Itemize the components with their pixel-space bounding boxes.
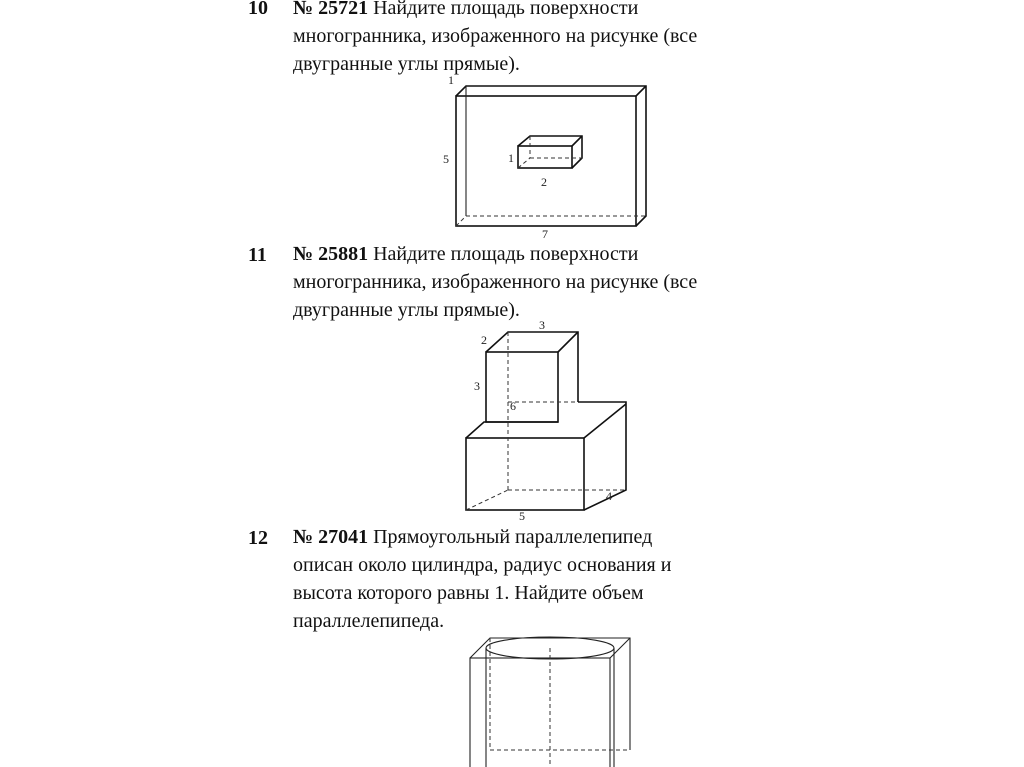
dimension-label: 7 (542, 227, 548, 241)
task-index: 10 (248, 0, 268, 19)
task-index: 12 (248, 527, 268, 549)
task-statement-line: двугранные углы прямые). (293, 299, 520, 321)
dimension-label: 3 (474, 379, 480, 393)
task-index: 11 (248, 244, 267, 266)
dimension-label: 3 (539, 318, 545, 332)
task-text-part: Найдите площадь поверхности (373, 243, 639, 265)
task-statement-line: многогранника, изображенного на рисунке (все (293, 271, 698, 293)
task-number: № 25721 (293, 0, 369, 19)
task-number: № 25881 (293, 243, 369, 265)
task-number: № 27041 (293, 526, 369, 548)
task-statement-line: высота которого равны 1. Найдите объем (293, 582, 644, 604)
dimension-label: 4 (606, 489, 612, 503)
box-corner-edge (610, 638, 630, 658)
dimension-label: 6 (510, 399, 516, 413)
dimension-label: 5 (519, 509, 525, 523)
task-statement-line: двугранные углы прямые). (293, 53, 520, 75)
dimension-label: 2 (481, 333, 487, 347)
dimension-label: 1 (508, 151, 514, 165)
task-text-part: Прямоугольный параллелепипед (373, 526, 653, 548)
task-statement-line: многогранника, изображенного на рисунке (все (293, 25, 698, 47)
box-front-face (470, 658, 610, 767)
task-statement-line: описан около цилиндра, радиус основания и (293, 554, 672, 576)
task-text-part: Найдите площадь поверхности (373, 0, 639, 19)
dimension-label: 2 (541, 175, 547, 189)
dimension-label: 5 (443, 152, 449, 166)
task-statement-line: параллелепипеда. (293, 610, 445, 632)
dimension-label: 1 (448, 73, 454, 87)
